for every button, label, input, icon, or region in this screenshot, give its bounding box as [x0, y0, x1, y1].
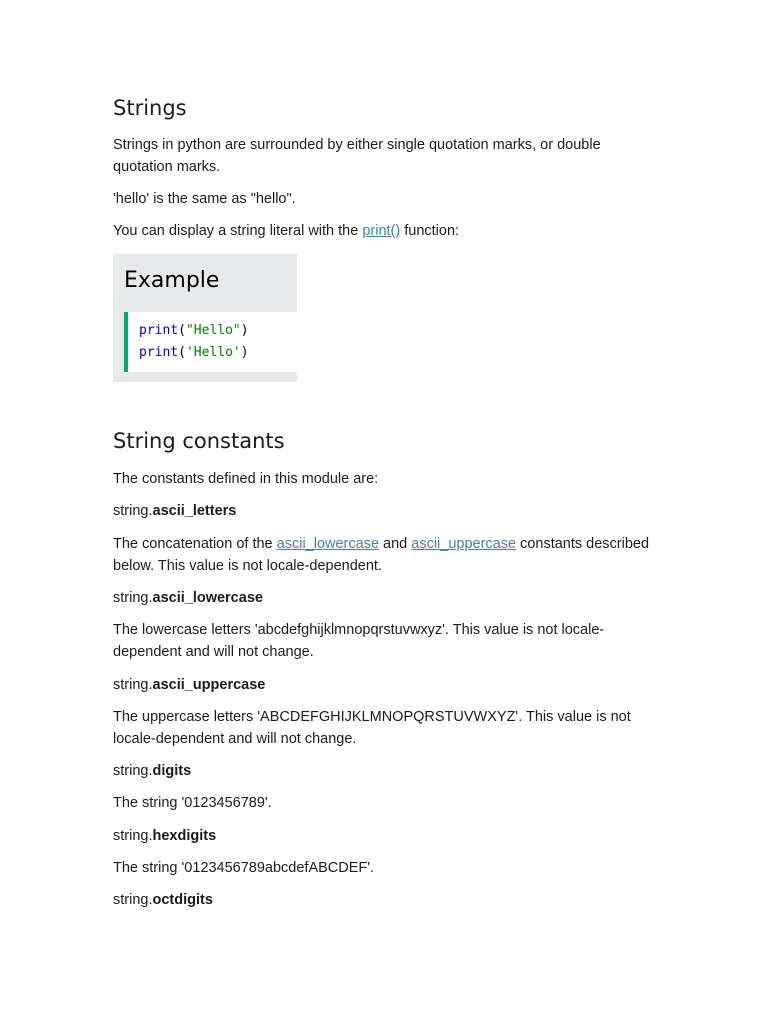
constant-prefix: string.	[113, 828, 153, 844]
constant-name: ascii_uppercase	[152, 677, 266, 693]
desc-text-after: constants described below. This value is not locale-dependent.	[113, 536, 650, 574]
code-string: "Hello"	[185, 323, 241, 338]
strings-intro-paragraph: Strings in python are surrounded by either single quotation marks, or double quotation marks.	[113, 137, 601, 175]
constant-label-ascii-lowercase	[113, 587, 263, 609]
code-string: 'Hello'	[185, 345, 241, 360]
print-instruction-suffix: function:	[400, 223, 460, 239]
ascii-lowercase-link[interactable]: ascii_lowercase	[276, 536, 380, 552]
constant-label-hexdigits	[113, 825, 216, 847]
desc-text-middle: and	[379, 536, 412, 552]
print-instruction-paragraph	[113, 220, 459, 242]
print-instruction-prefix: You can display a string literal with the	[113, 223, 363, 239]
constant-desc-hexdigits: The string '0123456789abcdefABCDEF'.	[113, 860, 375, 876]
constant-name: octdigits	[152, 892, 213, 908]
string-constants-heading: String constants	[113, 429, 285, 453]
code-paren-close: )	[240, 323, 249, 338]
constant-name: hexdigits	[152, 828, 217, 844]
code-paren-open: (	[178, 323, 186, 338]
code-paren-open: (	[178, 345, 186, 360]
constant-label-ascii-letters	[113, 500, 236, 522]
code-keyword: print	[139, 345, 179, 360]
example-box	[113, 254, 297, 382]
code-keyword: print	[139, 323, 179, 338]
constant-desc-digits: The string '0123456789'.	[113, 795, 272, 811]
constant-prefix: string.	[113, 590, 153, 606]
strings-heading: Strings	[113, 96, 187, 120]
constant-prefix: string.	[113, 677, 153, 693]
constant-name: ascii_lowercase	[152, 590, 263, 606]
code-paren-close: )	[240, 345, 249, 360]
code-line-2	[139, 342, 297, 364]
constants-intro-paragraph: The constants defined in this module are:	[113, 471, 379, 487]
print-function-link[interactable]: print()	[362, 223, 401, 239]
constant-prefix: string.	[113, 892, 153, 908]
code-line-1	[139, 320, 297, 342]
hello-equivalence-paragraph: 'hello' is the same as "hello".	[113, 191, 296, 207]
desc-text-before: The concatenation of the	[113, 536, 277, 552]
ascii-uppercase-link[interactable]: ascii_uppercase	[411, 536, 517, 552]
constant-desc-ascii-uppercase: The uppercase letters 'ABCDEFGHIJKLMNOPQRSTUVWXYZ'. This value is not locale-dependent and will not change.	[113, 709, 631, 747]
constant-desc-ascii-lowercase: The lowercase letters 'abcdefghijklmnopqrstuvwxyz'. This value is not locale-dependent and will not change.	[113, 622, 605, 660]
constant-name: digits	[152, 763, 192, 779]
constant-desc-ascii-letters	[113, 533, 668, 577]
constant-name: ascii_letters	[152, 503, 237, 519]
constant-label-digits	[113, 760, 191, 782]
constant-prefix: string.	[113, 503, 153, 519]
example-title: Example	[124, 268, 220, 293]
constant-label-octdigits	[113, 889, 213, 911]
constant-prefix: string.	[113, 763, 153, 779]
code-block	[124, 312, 297, 372]
constant-label-ascii-uppercase	[113, 674, 265, 696]
